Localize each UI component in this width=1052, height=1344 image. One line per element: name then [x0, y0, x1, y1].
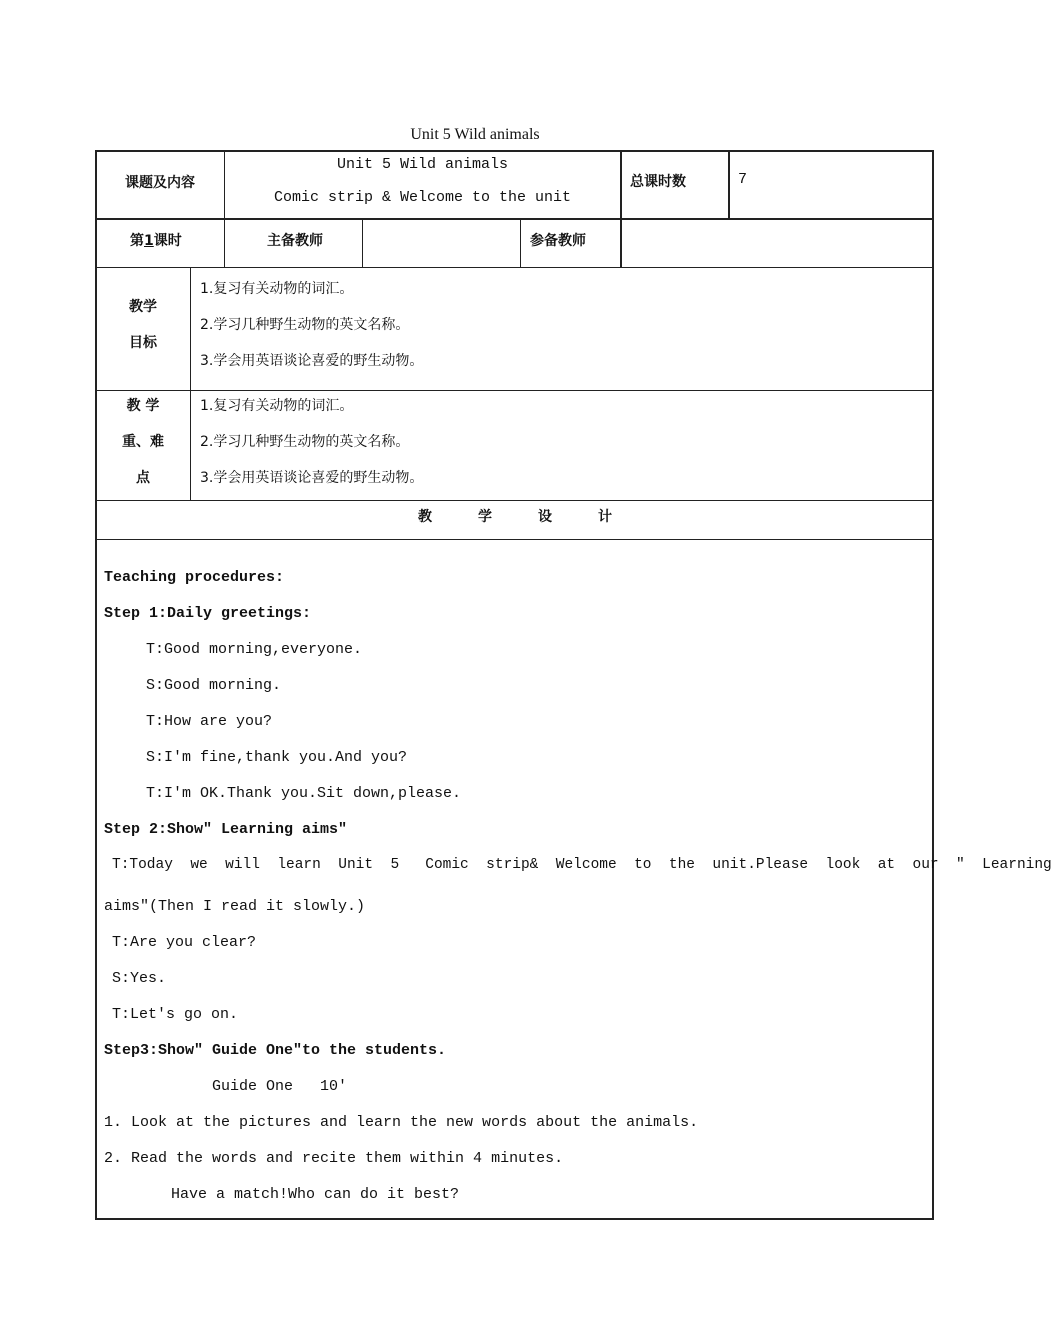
key-point-item: 3.学会用英语谈论喜爱的野生动物。 — [200, 470, 424, 486]
lesson-label — [130, 230, 182, 250]
topic-label: 课题及内容 — [125, 175, 195, 191]
objectives-label-2: 目标 — [129, 335, 157, 351]
document-title: Unit 5 Wild animals — [410, 126, 540, 143]
objective-item: 1.复习有关动物的词汇。 — [200, 281, 354, 297]
step-2-paragraph-line: aims"(Then I read it slowly.) — [104, 898, 366, 915]
guide-item: 1. Look at the pictures and learn the new words about the animals. — [104, 1114, 699, 1131]
key-point-item: 1.复习有关动物的词汇。 — [200, 398, 354, 414]
lesson-number: 1 — [144, 233, 154, 249]
cell-divider — [224, 219, 225, 268]
dialog-line: T:I'm OK.Thank you.Sit down,please. — [146, 785, 462, 802]
cell-divider — [620, 150, 622, 220]
co-teacher-label: 参备教师 — [530, 233, 586, 249]
objective-item: 3.学会用英语谈论喜爱的野生动物。 — [200, 353, 424, 369]
cell-divider — [190, 390, 191, 501]
dialog-line: T:Let's go on. — [112, 1006, 239, 1023]
dialog-line: S:I'm fine,thank you.And you? — [146, 749, 408, 766]
cell-divider — [520, 219, 521, 268]
lesson-prefix: 第 — [130, 233, 144, 249]
step-2-heading: Step 2:Show" Learning aims" — [104, 821, 348, 838]
dialog-line: S:Good morning. — [146, 677, 282, 694]
design-heading-char: 计 — [598, 509, 612, 525]
total-hours-label: 总课时数 — [630, 174, 686, 190]
procedures-title: Teaching procedures: — [104, 569, 285, 586]
lesson-suffix: 课时 — [153, 233, 182, 249]
guide-title: Guide One 10' — [212, 1078, 348, 1095]
row-lesson — [95, 219, 934, 268]
key-points-label-3: 点 — [136, 470, 150, 486]
design-heading-char: 学 — [478, 509, 492, 525]
step-2-paragraph-line: T:Today we will learn Unit 5 Comic strip& Welcome to the unit.Please look at our " Learning — [112, 857, 1052, 873]
key-points-label-1: 教 学 — [126, 398, 160, 414]
step-1-heading: Step 1:Daily greetings: — [104, 605, 312, 622]
cell-divider — [190, 267, 191, 391]
dialog-line: T:How are you? — [146, 713, 273, 730]
total-hours-value: 7 — [738, 171, 748, 188]
dialog-line: T:Are you clear? — [112, 934, 257, 951]
dialog-line: T:Good morning,everyone. — [146, 641, 363, 658]
topic-line1: Unit 5 Wild animals — [336, 156, 509, 173]
step-3-heading: Step3:Show" Guide One"to the students. — [104, 1042, 447, 1059]
cell-divider — [620, 219, 622, 268]
key-point-item: 2.学习几种野生动物的英文名称。 — [200, 434, 410, 450]
objective-item: 2.学习几种野生动物的英文名称。 — [200, 317, 410, 333]
dialog-line: S:Yes. — [112, 970, 167, 987]
objectives-label-1: 教学 — [129, 299, 157, 315]
design-heading-char: 教 — [418, 509, 432, 525]
guide-item: 2. Read the words and recite them within 4 minutes. — [104, 1150, 564, 1167]
cell-divider — [362, 219, 363, 268]
design-heading-char: 设 — [538, 509, 552, 525]
match-line: Have a match!Who can do it best? — [171, 1186, 460, 1203]
topic-line2: Comic strip & Welcome to the unit — [273, 189, 572, 206]
key-points-label-2: 重、难 — [122, 434, 164, 450]
row-design-heading — [95, 500, 934, 540]
cell-divider — [728, 150, 730, 220]
main-teacher-label: 主备教师 — [267, 233, 323, 249]
